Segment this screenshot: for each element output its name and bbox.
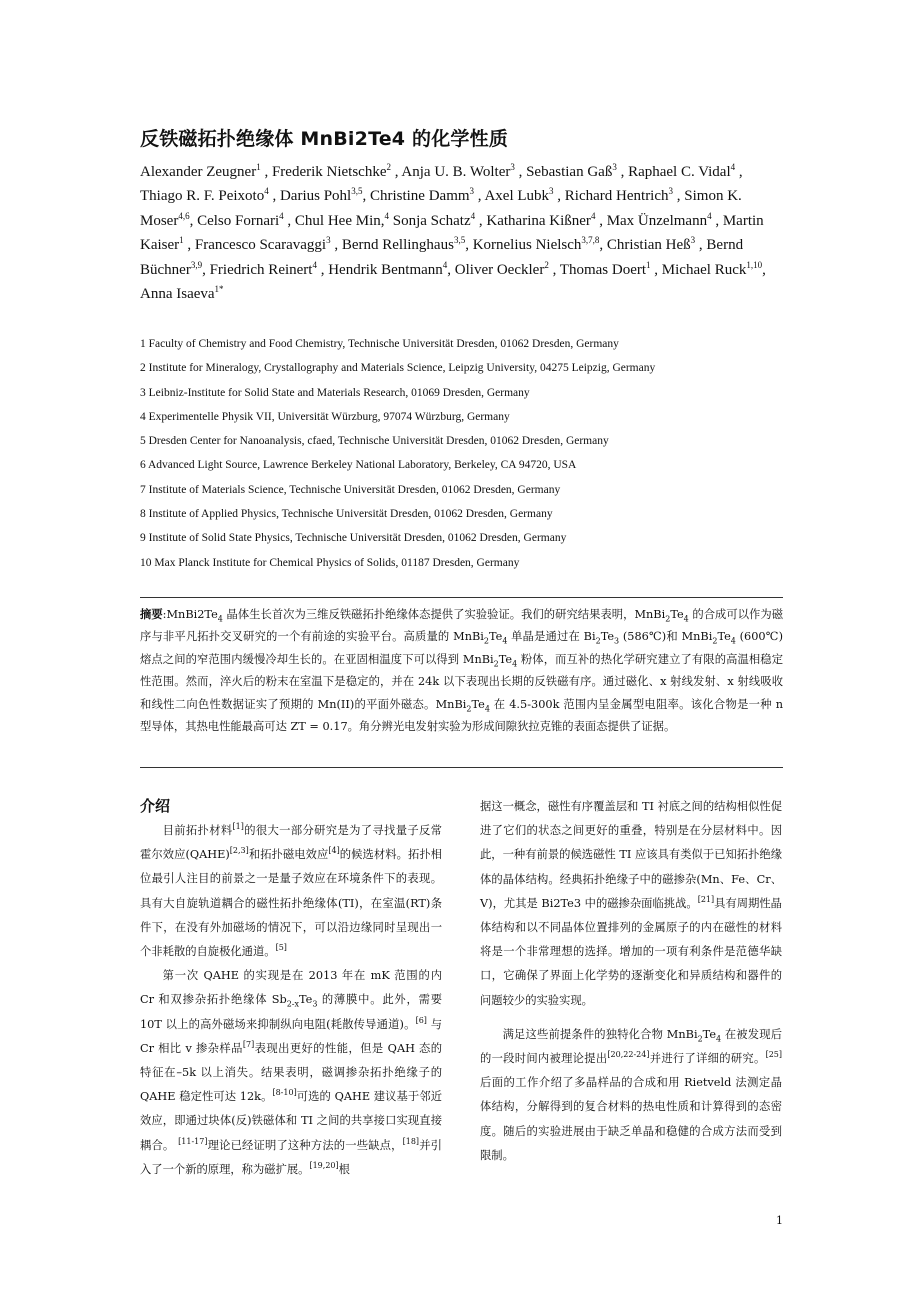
affiliation-10: 10 Max Planck Institute for Chemical Physics of Solids, 01187 Dresden, Germany [140,556,520,569]
affiliation-7: 7 Institute of Materials Science, Technische Universität Dresden, 01062 Dresden, Germany [140,483,561,496]
author-list: Alexander Zeugner$^1$ , Frederik Nietschke$^2$ , Anja U. B. Wolter$^3$ , Sebastian Gaß$^3$ , Raphael C. Vidal$^4$ , Thiago R. F. Peixoto$^4$ , Darius Pohl$^{3,5}$, Christine Damm$^3$ , Axel Lubk$^3$ , Richard Hentrich$^3$ , Simon K. Moser$^{4,6}$, Celso Fornari$^4$ , Chul Hee Min,$^4$ Sonja Schatz$^4$ , Katharina Kißner$^4$ , Max Ünzelmann$^4$ , Martin Kaiser$^1$ , Francesco Scaravaggi$^3$ , Bernd Rellinghaus$^{3,5}$, Kornelius Nielsch$^{3,7,8}$, Christian Heß$^3$ , Bernd Büchner$^{3,9}$, Friedrich Reinert$^4$ , Hendrik Bentmann$^4$, Oliver Oeckler$^2$ , Thomas Doert$^1$ , Michael Ruck$^{1,10}$, Anna Isaeva$^{1*}$ [140,162,766,303]
affiliation-1: 1 Faculty of Chemistry and Food Chemistry, Technische Universität Dresden, 01062 Dresden, Germany [140,338,619,350]
affiliation-9: 9 Institute of Solid State Physics, Technische Universität Dresden, 01062 Dresden, Germany [140,532,567,545]
affiliation-4: 4 Experimentelle Physik VII, Universität Würzburg, 97074 Würzburg, Germany [140,410,510,423]
abstract-bottom-rule [140,767,783,768]
right-column [480,795,782,1168]
intro-heading: 介绍 [140,797,171,815]
right-column-body: 据这一概念，磁性有序覆盖层和 TI 衬底之间的结构相似性促进了它们的状态之间更好的重叠，特别是在分层材料中。因此，一种有前景的候选磁性 TI 应该具有类似于已知拓扑绝缘体的晶体结构。经典拓扑绝缘子中的磁掺杂(Mn、Fe、Cr、V)，尤其是 Bi2Te3 中的磁掺杂面临挑战。[21]具有周期性晶体结构和以不同晶体位置排列的金属原子的内在磁性的材料将是一个非常理想的选择。增加的一项有利条件是范德华缺口，它确保了界面上化学势的逐渐变化和异质结构和器件的问题较少的实验实现。 满足这些前提条件的独特化合物 $MnBi_2Te_4$ 在被发现后的一段时间内被理论提出[20,22-24]并进行了详细的研究。[25]后面的工作介绍了多晶样品的合成和用 Rietveld 法测定晶体结构，分解得到的复合材料的热电性质和计算得到的态密度。随后的实验进展由于缺乏单晶和稳健的合成方法而受到限制。 [480,800,782,1162]
affiliation-6: 6 Advanced Light Source, Lawrence Berkeley National Laboratory, Berkeley, CA 94720, USA [140,459,577,472]
paper-title: 反铁磁拓扑绝缘体 MnBi2Te4 的化学性质 [140,128,509,150]
left-column [140,795,442,1182]
left-column-body: 目前拓扑材料[1]的很大一部分研究是为了寻找量子反常霍尔效应(QAHE)[2,3]和拓扑磁电效应[4]的候选材料。拓扑相位最引人注目的前景之一是量子效应在环境条件下的表现。具有大自旋轨道耦合的磁性拓扑绝缘体(TI)，在室温(RT)条件下，在没有外加磁场的情况下，可以沿边缘同时呈现出一个非耗散的自旋极化通道。[5] 第一次 QAHE 的实现是在 2013 年在 mK 范围的内 Cr 和双掺杂拓扑绝缘体 $Sb_{2-x}Te_3$ 的薄膜中。此外，需要 10T 以上的高外磁场来抑制纵向电阻(耗散传导通道)。[6] 与 Cr 相比 v 掺杂样品[7]表现出更好的性能，但是 QAH 态的特征在–5k 以上消失。结果表明，磁调掺杂拓扑绝缘子的 QAHE 稳定性可达 12k。[8-10]可选的 QAHE 建议基于邻近效应，即通过块体(反)铁磁体和 TI 之间的共享接口实现直接耦合。 [11-17]理论已经证明了这种方法的一些缺点，[18]并引入了一个新的原理，称为磁扩展。[19,20]根 [140,822,443,1176]
affiliation-5: 5 Dresden Center for Nanoanalysis, cfaed, Technische Universität Dresden, 01062 Dresden, Germany [140,435,609,448]
affiliation-list [140,332,785,575]
affiliation-2: 2 Institute for Mineralogy, Crystallography and Materials Science, Leipzig University, 04275 Leipzig, Germany [140,362,656,375]
affiliation-3: 3 Leibniz-Institute for Solid State and Materials Research, 01069 Dresden, Germany [140,386,530,399]
affiliation-8: 8 Institute of Applied Physics, Technische Universität Dresden, 01062 Dresden, Germany [140,508,553,521]
abstract: 摘要$:MnBi2Te_4$ 晶体生长首次为三维反铁磁拓扑绝缘体态提供了实验验证。我们的研究结果表明，$MnBi_2Te_4$ 的合成可以作为磁序与非平凡拓扑交叉研究的一个有前途的实验平台。高质量的 $MnBi_2Te_4$ 单晶是通过在 $Bi_2Te_3$ (586℃)和 $MnBi_2Te_4$ (600℃)熔点之间的窄范围内缓慢冷却生长的。在亚固相温度下可以得到 $MnBi_2Te_4$ 粉体，而互补的热化学研究建立了有限的高温相稳定性范围。然而，淬火后的粉末在室温下是稳定的，并在 24k 以下表现出长期的反铁磁有序。通过磁化、x 射线发射、x 射线吸收和线性二向色性数据证实了预期的 Mn(II)的平面外磁态。$MnBi_2Te_4$ 在 4.5-300k 范围内呈金属型电阻率。该化合物是一种 n 型导体，其热电性能最高可达 ZT = 0.17。角分辨光电发射实验为形成间隙狄拉克锥的表面态提供了证据。 [140,607,784,734]
page-number: 1 [776,1214,783,1227]
abstract-top-rule [140,597,783,598]
